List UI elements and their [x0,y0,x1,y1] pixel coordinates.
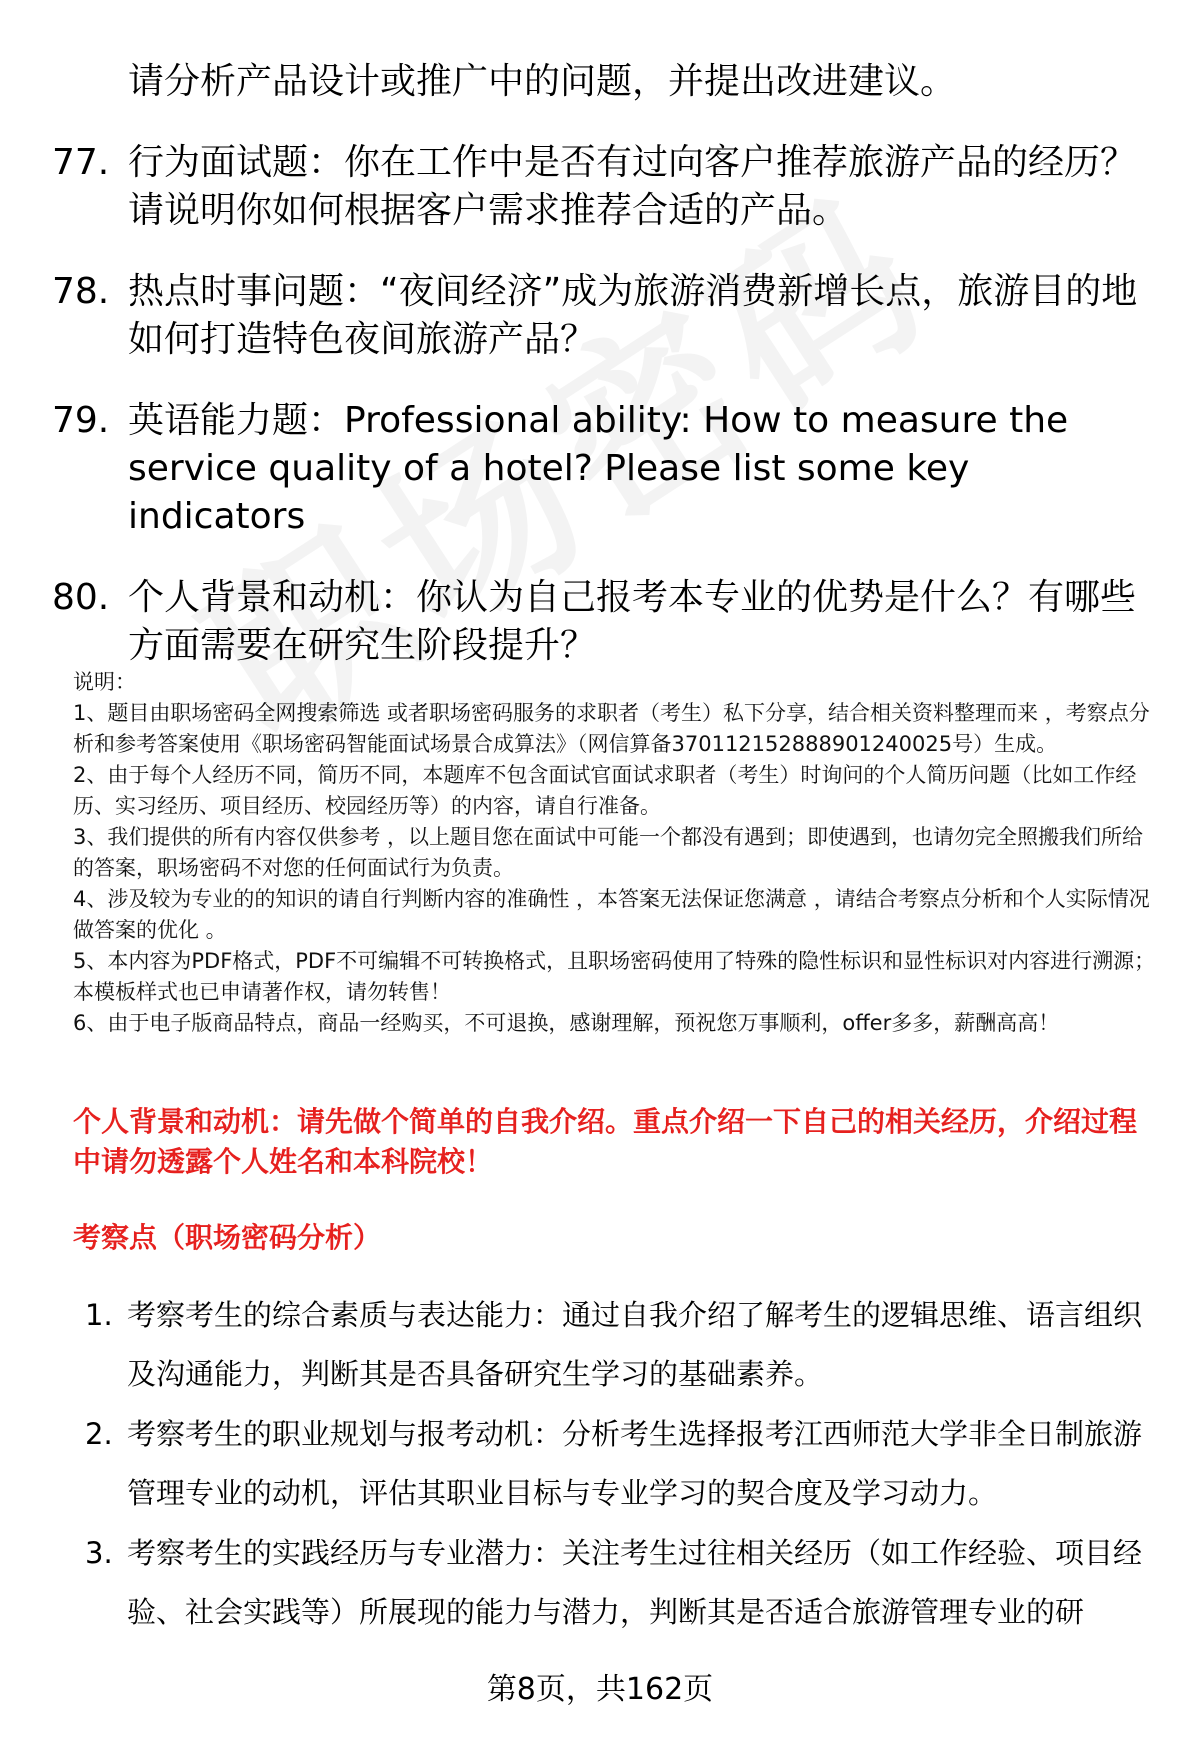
question-text: 行为面试题：你在工作中是否有过向客户推荐旅游产品的经历？请说明你如何根据客户需求推荐合适的产品。 [128,142,1137,231]
question-number: 78. [52,271,110,312]
point-text: 考察考生的职业规划与报考动机：分析考生选择报考江西师范大学非全日制旅游管理专业的动机，评估其职业目标与专业学习的契合度及学习动力。 [127,1417,1143,1510]
question-text: 英语能力题：Professional ability: How to measure the service quality of a hotel? Please list some key indicators [128,400,1069,537]
notes-section [73,667,1163,1039]
point-number: 3. [85,1536,113,1570]
note-item: 3、我们提供的所有内容仅供参考 ，以上题目您在面试中可能一个都没有遇到；即使遇到，也请勿完全照搬我们所给的答案，职场密码不对您的任何面试行为负责。 [73,825,1144,880]
question-continuation [52,58,1152,106]
notes-title: 说明： [73,670,136,694]
question-list [52,58,1152,703]
note-item: 2、由于每个人经历不同，简历不同，本题库不包含面试官面试求职者（考生）时询问的个人简历问题（比如工作经历、实习经历、项目经历、校园经历等）的内容，请自行准备。 [73,763,1137,818]
page-footer: 第8页，共162页 [486,1672,714,1707]
question-number: 79. [52,400,110,441]
point-text: 考察考生的实践经历与专业潜力：关注考生过往相关经历（如工作经验、项目经验、社会实践等）所展现的能力与潜力，判断其是否适合旅游管理专业的研 [127,1536,1143,1629]
point-number: 2. [85,1417,113,1451]
question-item [52,574,1152,670]
note-item: 1、题目由职场密码全网搜索筛选 或者职场密码服务的求职者（考生）私下分享，结合相关资料整理而来 ，考察点分析和参考答案使用《职场密码智能面试场景合成算法》（网信算备370112152888901240025号）生成。 [73,701,1150,756]
point-text: 考察考生的综合素质与表达能力：通过自我介绍了解考生的逻辑思维、语言组织及沟通能力，判断其是否具备研究生学习的基础素养。 [127,1298,1143,1391]
analysis-points-list [85,1286,1155,1643]
point-number: 1. [85,1298,113,1332]
note-item: 6、由于电子版商品特点，商品一经购买，不可退换，感谢理解，预祝您万事顺利，offer多多，薪酬高高！ [73,1011,1060,1035]
question-number: 80. [52,577,110,618]
analysis-point [85,1405,1155,1523]
question-text: 热点时事问题：“夜间经济”成为旅游消费新增长点，旅游目的地如何打造特色夜间旅游产品？ [128,271,1138,360]
question-number: 77. [52,142,110,183]
question-item [52,268,1152,364]
highlight-question: 个人背景和动机：请先做个简单的自我介绍。重点介绍一下自己的相关经历，介绍过程中请勿透露个人姓名和本科院校！ [73,1105,1138,1178]
note-item: 5、本内容为PDF格式，PDF不可编辑不可转换格式，且职场密码使用了特殊的隐性标识和显性标识对内容进行溯源；本模板样式也已申请著作权，请勿转售！ [73,949,1156,1004]
question-text: 请分析产品设计或推广中的问题，并提出改进建议。 [128,61,957,102]
question-text: 个人背景和动机：你认为自己报考本专业的优势是什么？有哪些方面需要在研究生阶段提升？ [128,577,1137,666]
analysis-point [85,1524,1155,1642]
analysis-point [85,1286,1155,1404]
question-item [52,139,1152,235]
question-item [52,397,1152,541]
section-heading: 考察点（职场密码分析） [73,1221,382,1254]
note-item: 4、涉及较为专业的的知识的请自行判断内容的准确性 ，本答案无法保证您满意 ，请结合考察点分析和个人实际情况做答案的优化 。 [73,887,1150,942]
